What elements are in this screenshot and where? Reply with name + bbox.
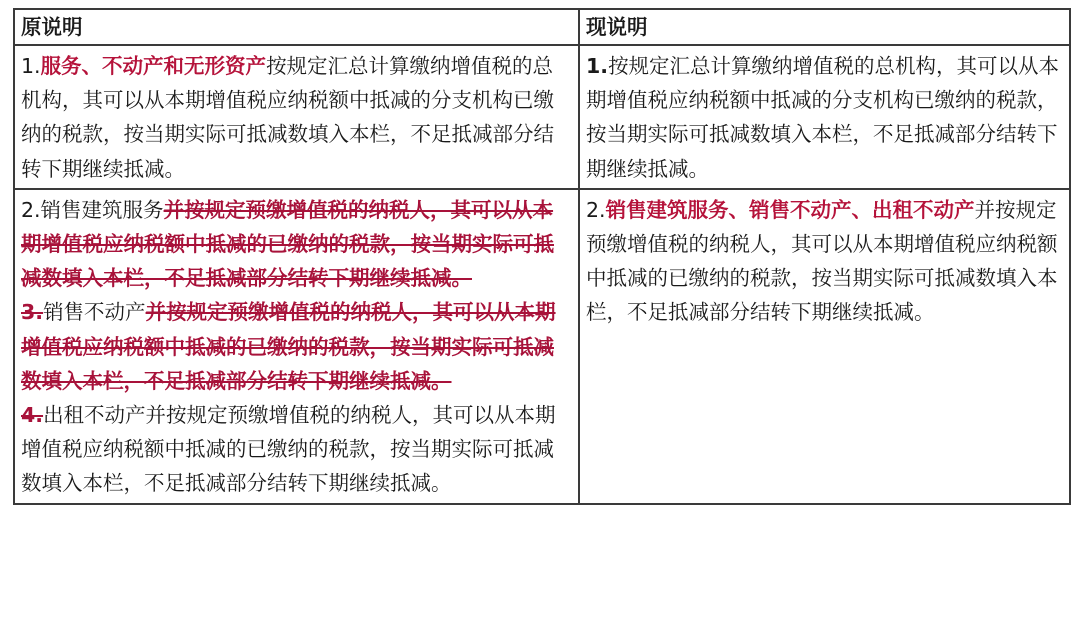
original-cell-1 [14,45,579,189]
cell-text: 出租不动产并按规定预缴增值税的纳税人，其可以从本期增值税应纳税额中抵减的已缴纳的税款，按当期实际可抵减数填入本栏，不足抵减部分结转下期继续抵减。 [21,403,556,496]
table-row [14,189,1070,504]
item-number: 1. [586,54,609,78]
deleted-number: 3. [21,300,44,325]
item-number: 1. [21,54,41,78]
current-cell-2 [579,189,1070,504]
highlighted-text: 销售建筑服务、销售不动产、出租不动产 [605,197,975,222]
comparison-table [13,8,1071,505]
table-row [14,45,1070,189]
cell-text: 2.销售建筑服务 [21,197,164,222]
deleted-text: 并按规定预缴增值税的纳税人，其可以从本期增值税应纳税额中抵减的已缴纳的税款，按当期实际可抵减数填入本栏，不足抵减部分结转下期继续抵减。 [21,300,556,393]
cell-text: 并按规定预缴增值税的纳税人，其可以从本期增值税应纳税额中抵减的已缴纳的税款，按当期实际可抵减数填入本栏，不足抵减部分结转下期继续抵减。 [586,197,1058,325]
cell-text: 按规定汇总计算缴纳增值税的总机构，其可以从本期增值税应纳税额中抵减的分支机构已缴纳的税款，按当期实际可抵减数填入本栏，不足抵减部分结转下期继续抵减。 [586,54,1060,181]
original-cell-2 [14,189,579,504]
highlighted-text: 服务、不动产和无形资产 [40,54,267,78]
header-current: 现说明 [579,9,1070,45]
item-number: 2. [586,197,606,222]
current-cell-1 [579,45,1070,189]
header-row [14,9,1070,45]
header-original: 原说明 [14,9,579,45]
deleted-number: 4. [21,403,44,428]
cell-text: 销售不动产 [43,300,146,325]
cell-text: 按规定汇总计算缴纳增值税的总机构，其可以从本期增值税应纳税额中抵减的分支机构已缴纳的税款，按当期实际可抵减数填入本栏，不足抵减部分结转下期继续抵减。 [21,54,554,181]
deleted-text: 并按规定预缴增值税的纳税人，其可以从本期增值税应纳税额中抵减的已缴纳的税款，按当期实际可抵减数填入本栏，不足抵减部分结转下期继续抵减。 [21,197,554,291]
